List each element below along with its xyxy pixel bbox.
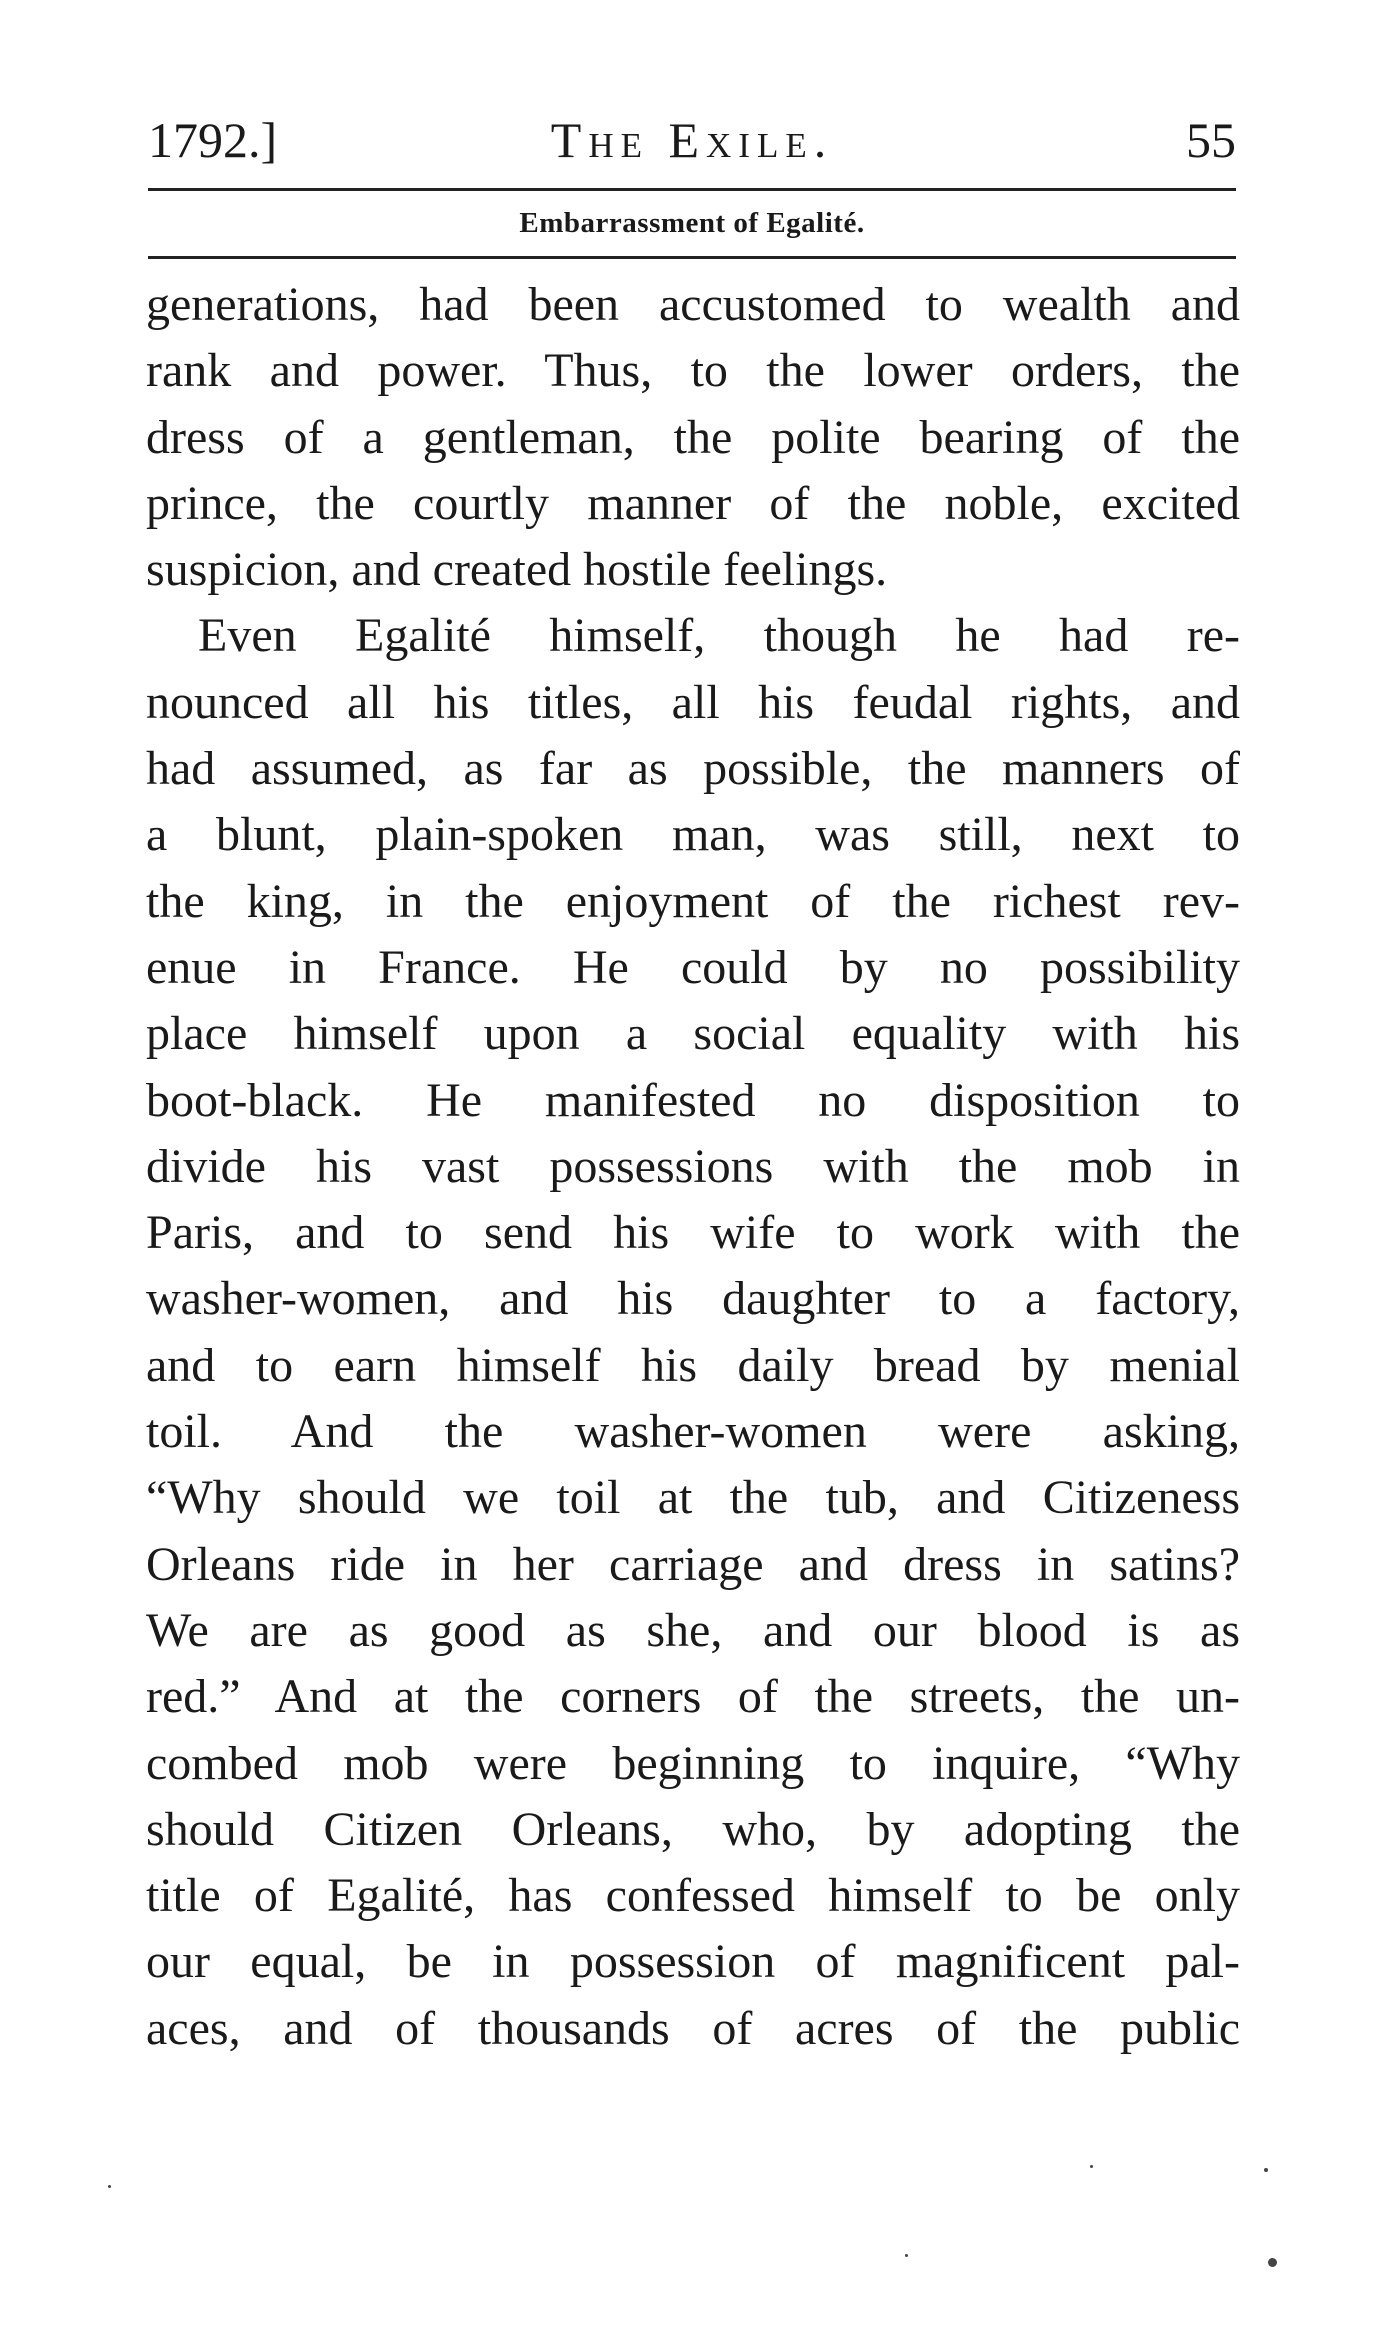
text-line: washer-women, and his daughter to a factory, [146,1272,1240,1326]
text-line: should Citizen Orleans, who, by adopting the [146,1802,1240,1856]
text-line: Orleans ride in her carriage and dress in satins? [146,1537,1240,1591]
text-line: a blunt, plain-spoken man, was still, next to [146,808,1240,862]
text-line: dress of a gentleman, the polite bearing of the [146,410,1240,464]
running-head-year: 1792.] [148,112,278,168]
text-line: Paris, and to send his wife to work with the [146,1206,1240,1260]
paper-speck [108,2185,111,2188]
text-line: “Why should we toil at the tub, and Citizeness [146,1471,1240,1525]
paper-speck [1268,2258,1277,2267]
paper-speck [905,2254,908,2257]
text-line: combed mob were beginning to inquire, “Why [146,1736,1240,1790]
text-line: had assumed, as far as possible, the manners of [146,742,1240,796]
text-line: toil. And the washer-women were asking, [146,1405,1240,1459]
paper-speck [1090,2165,1093,2168]
text-line: We are as good as she, and our blood is as [146,1603,1240,1657]
text-line: place himself upon a social equality with his [146,1007,1240,1061]
header-rule-bottom [148,256,1236,259]
header-rule-top [148,188,1236,191]
paper-speck [1264,2168,1268,2172]
text-line: divide his vast possessions with the mob in [146,1139,1240,1193]
text-line: prince, the courtly manner of the noble, excited [146,476,1240,530]
text-line: boot-black. He manifested no disposition to [146,1073,1240,1127]
text-line: rank and power. Thus, to the lower orders, the [146,344,1240,398]
text-line: the king, in the enjoyment of the richest rev- [146,874,1240,928]
text-line: title of Egalité, has confessed himself to be only [146,1869,1240,1923]
running-head [148,105,1236,175]
text-line: red.” And at the corners of the streets, the un- [146,1670,1240,1724]
text-line: our equal, be in possession of magnificent pal- [146,1935,1240,1989]
text-line: and to earn himself his daily bread by menial [146,1338,1240,1392]
text-line: aces, and of thousands of acres of the public [146,2001,1240,2055]
text-line: suspicion, and created hostile feelings. [146,543,888,597]
running-head-title: The Exile. [550,112,834,168]
text-line: enue in France. He could by no possibility [146,940,1240,994]
text-line: Even Egalité himself, though he had re- [198,609,1240,663]
body-text [146,272,1240,2062]
text-line: generations, had been accustomed to wealth and [146,278,1240,331]
page-number: 55 [1186,112,1236,168]
section-subheading: Embarrassment of Egalité. [519,207,865,239]
text-line: nounced all his titles, all his feudal rights, and [146,675,1240,729]
